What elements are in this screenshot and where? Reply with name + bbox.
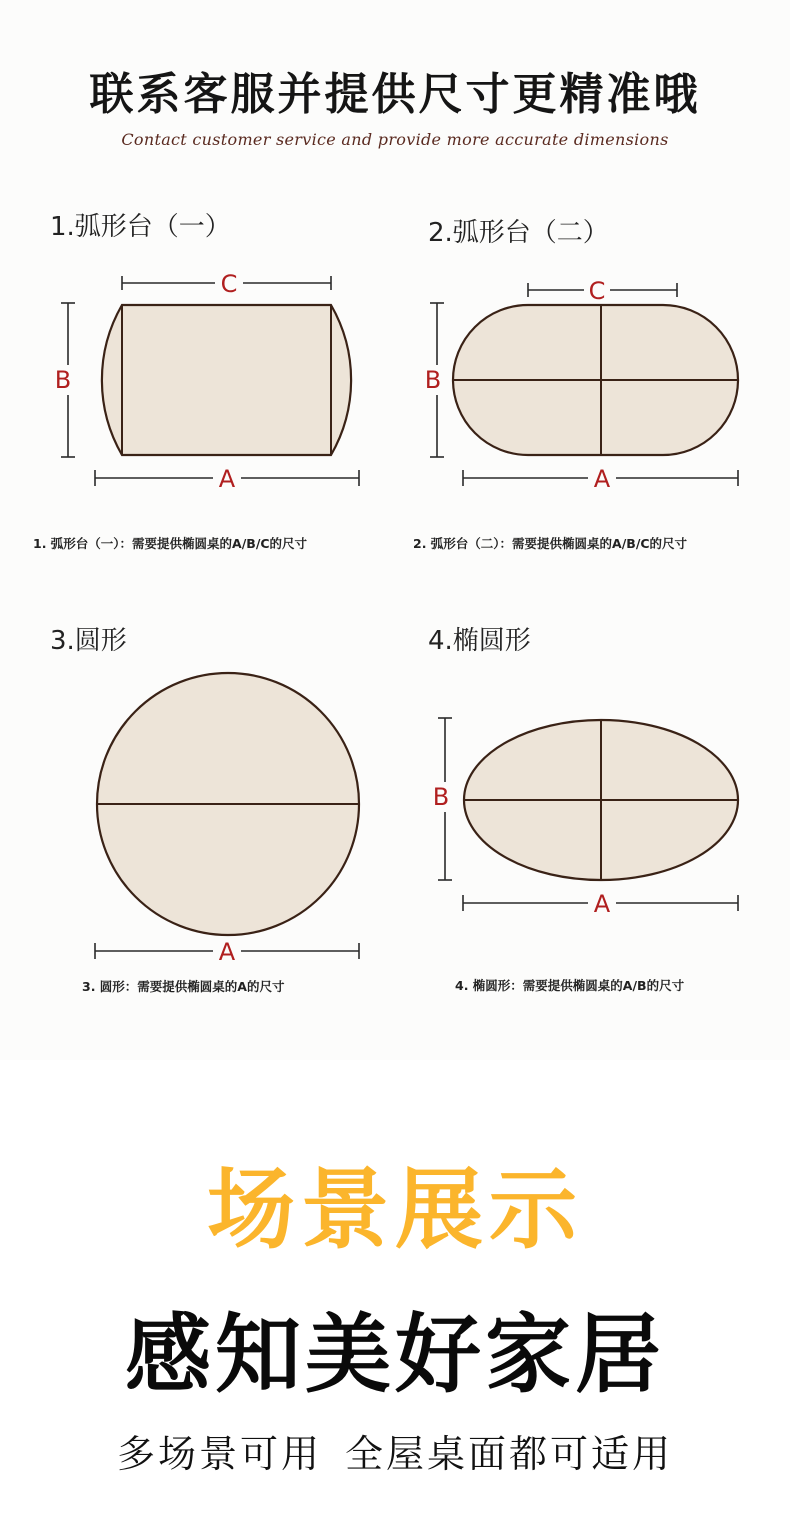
shape-4-caption: 4. 椭圆形：需要提供椭圆桌的A/B的尺寸 [455, 978, 685, 993]
shape-4-title: 4.椭圆形 [428, 626, 531, 656]
scene-headline: 感知美好家居 [125, 1305, 665, 1405]
dimension-a-label: A [218, 938, 236, 966]
shape-1-title: 1.弧形台（一） [50, 212, 231, 242]
page-title: 联系客服并提供尺寸更精准哦 [89, 69, 701, 120]
arc-table-two-shape [453, 305, 738, 455]
shape-2-title: 2.弧形台（二） [428, 218, 609, 248]
dimension-c-label: C [220, 270, 238, 298]
dimension-b-label: B [424, 366, 442, 394]
arc-table-two-diagram [395, 270, 790, 500]
oval-table-diagram [395, 700, 790, 930]
dimension-b-label: B [432, 783, 450, 811]
round-table-shape [97, 673, 359, 935]
dimension-a-label: A [593, 890, 611, 918]
dimension-b-label: B [54, 366, 72, 394]
scene-tagline: 多场景可用 全屋桌面都可适用 [116, 1432, 674, 1476]
arc-table-one-shape [102, 305, 351, 455]
dimension-c-label: C [588, 277, 606, 305]
scene-section-title: 场景展示 [206, 1158, 583, 1261]
page-subtitle: Contact customer service and provide more accurate dimensions [121, 130, 669, 149]
shape-2-caption: 2. 弧形台（二）：需要提供椭圆桌的A/B/C的尺寸 [413, 536, 688, 551]
dimension-a-label: A [218, 465, 236, 493]
dimension-a-label: A [593, 465, 611, 493]
arc-table-one-diagram [0, 270, 395, 500]
shape-3-title: 3.圆形 [50, 626, 127, 656]
shape-3-caption: 3. 圆形：需要提供椭圆桌的A的尺寸 [82, 979, 285, 994]
oval-table-shape [464, 720, 738, 880]
shape-1-caption: 1. 弧形台（一）：需要提供椭圆桌的A/B/C的尺寸 [33, 536, 308, 551]
round-table-diagram [0, 660, 395, 970]
